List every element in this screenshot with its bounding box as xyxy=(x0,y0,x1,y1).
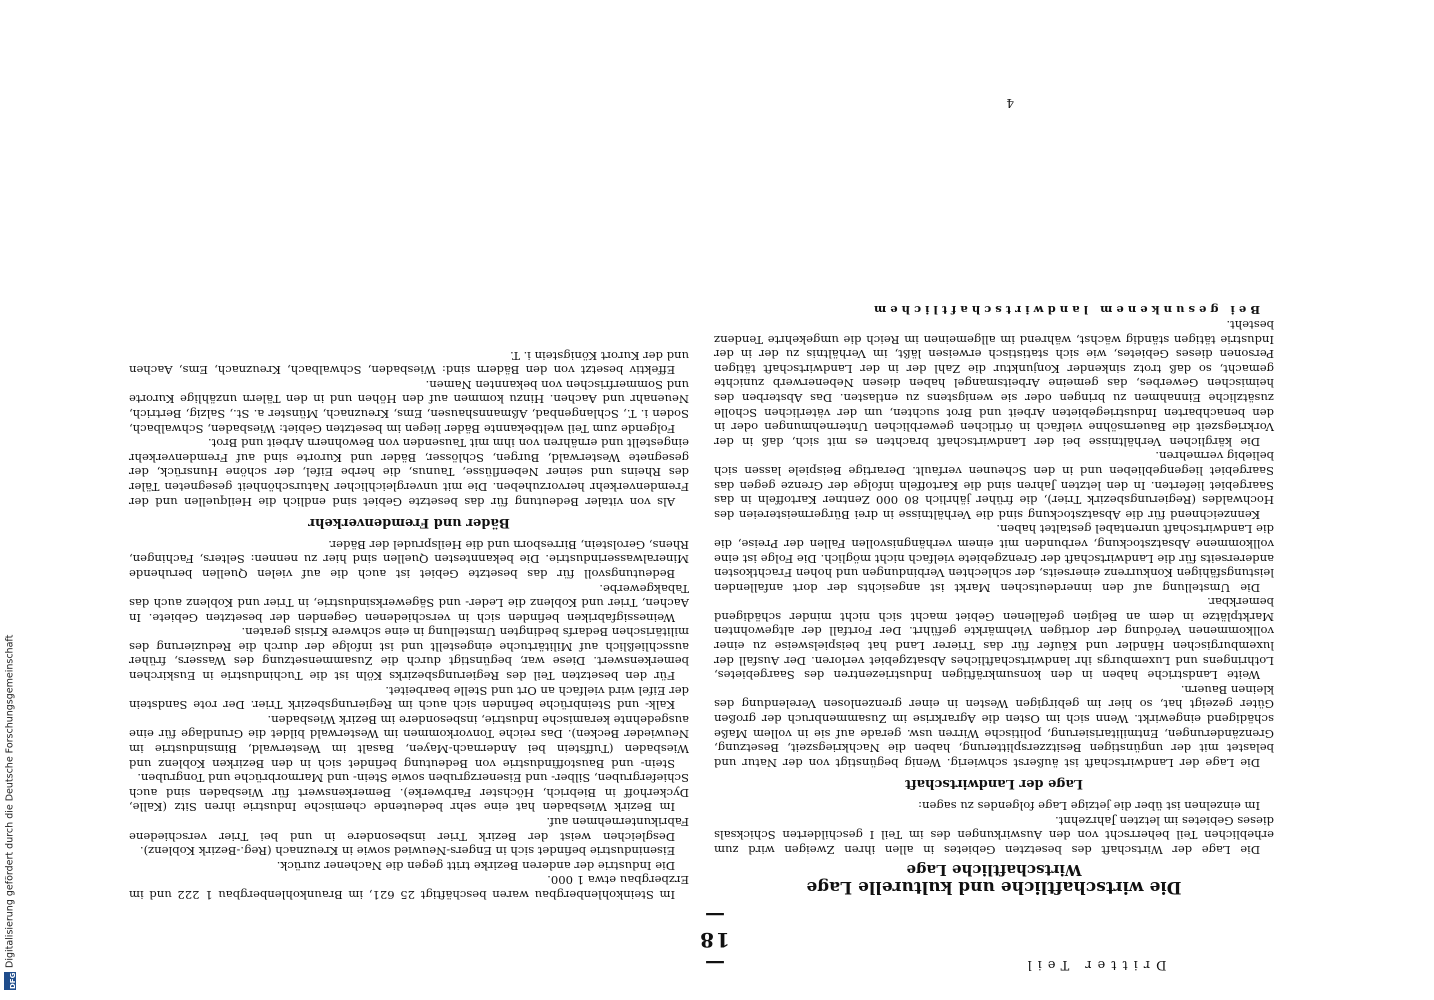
paragraph: Für den besetzten Teil des Regierungsbezirks Köln ist die Tuchindustrie in Euskirchen bemerkenswert. Diese war, begünstigt durch die Zusammensetzung des Wassers, früher ausschließlich auf Militärtuche eingestellt und ist infolge der durch die Reduzierung des militärischen Bedarfs bedingten Umstellung in eine schwere Krisis geraten. xyxy=(129,625,689,684)
column-right xyxy=(714,303,1274,902)
paragraph: Im einzelnen ist über die jetzige Lage folgendes zu sagen: xyxy=(918,799,1261,814)
page-number: — 18 — xyxy=(698,904,730,976)
dfg-logo-icon: DFG xyxy=(4,972,16,990)
paragraph: Folgende zum Teil weltbekannte Bäder liegen im besetzten Gebiet: Wiesbaden, Schwalbach, Soden i. T., Schlangenbad, Aßmannshausen, Ems, Kreuznach, Münster a. St., Salzig, Bertrich, Neuenahr und Aachen. Hinzu kommen auf den Höhen und in den Tälern unzählige Kurorte und Sommerfrischen von bekannten Namen. xyxy=(129,377,689,436)
paragraph: Die Industrie der anderen Bezirke tritt gegen die Nachener zurück. xyxy=(276,858,676,873)
paragraph-continued: Bei gesunkenem landwirtschaftlichem xyxy=(869,303,1261,318)
sheet-mark: 4 xyxy=(1006,96,1014,110)
paragraph: Eisenindustrie befindet sich in Engers-Neuwied sowie in Kreuznach (Reg.-Bezirk Koblenz). xyxy=(139,844,676,859)
paragraph: Desgleichen weist der Bezirk Trier insbesondere in und bei Trier verschiedene Fabrikunternehmen auf. xyxy=(129,815,689,844)
paragraph: Die kärglichen Verhältnisse bei der Landwirtschaft brachten es mit sich, daß in der Vorkriegszeit die Bauernsöhne vielfach in örtlichen gewerblichen Unternehmungen oder in den benachbarten Industriegebieten Arbeit und Brot suchten, um der väterlichen Scholle zusätzliche Einnahmen zu bringen oder sie wenigstens zu entlasten. Das Absterben des heimischen Gewerbes, das gemeine Arbeitsmangel haben diesen Nebenerwerb zunichte gemacht, so daß trotz sinkender Konjunktur die Zahl der in der Landwirtschaft tätigen Personen dieses Gebietes, wie sich statistisch erweisen läßt, im Verhältnis zu der in der Industrie tätigen ständig wächst, während im allgemeinen im Reich die umgekehrte Tendenz besteht. xyxy=(714,318,1274,449)
paragraph: Im Steinkohlenbergbau waren beschäftigt 25 621, im Braunkohlenbergbau 1 222 und im Erzbergbau etwa 1 000. xyxy=(129,873,689,902)
paragraph: Effektiv besetzt von den Bädern sind: Wiesbaden, Schwalbach, Kreuznach, Ems, Aachen und der Kurort Königstein i. T. xyxy=(129,348,689,378)
credit-text: Digitalisierung gefördert durch die Deutsche Forschungsgemeinschaft xyxy=(4,634,16,968)
subchapter-heading: Wirtschaftliche Lage xyxy=(906,861,1082,880)
paragraph: Kennzeichnend für die Absatzstockung sind die Verhältnisse in drei Bürgermeistereien des Hochwaldes (Regierungsbezirk Trier), die früher jährlich 80 000 Zentner Kartoffeln in das Saargebiet lieferten. In den letzten Jahren sind die Kartoffeln infolge der Grenze gegen das Saargebiet liegengeblieben und in den Scheunen verfault. Derartige Beispiele lassen sich beliebig vermehren. xyxy=(714,449,1274,522)
paragraph: Weite Landstriche haben in den konsumkräftigen Industriezentren des Saargebietes, Lothringens und Luxemburgs ihr landwirtschaftliches Absatzgebiet verloren. Der Ausfall der luxemburgischen Händler und Käufer für das Trierer Land hat beispielsweise zu einer vollkommenen Verödung der dortigen Viehmärkte geführt. Der Fortfall der altgewohnten Marktplätze in dem an Belgien gefallenen Gebiet macht sich nicht minder schädigend bemerkbar. xyxy=(714,595,1274,683)
paragraph: Bedeutungsvoll für das besetzte Gebiet ist auch die auf vielen Quellen beruhende Mineralwasserindustrie. Die bekanntesten Quellen sind hier zu nennen: Selters, Fachingen, Rhens, Gerolstein, Birresborn und die Heilsprudel der Bäder. xyxy=(129,537,689,581)
section-heading: Bäder und Fremdenverkehr xyxy=(308,515,510,531)
paragraph: Die Umstellung auf den innerdeutschen Markt ist angesichts der dort anfallenden leistungsfähigen Konkurrenz einerseits, der schlechten Verbindungen und hohen Frachtkosten andererseits für die Landwirtschaft der Grenzgebiete vielfach nicht möglich. Die Folge ist eine vollkommene Absatzstockung, verbunden mit einem verhängnisvollen Fallen der Preise, die die Landwirtschaft unrentabel gestaltet haben. xyxy=(714,522,1274,595)
paragraph: Im Bezirk Wiesbaden hat eine sehr bedeutende chemische Industrie ihren Sitz (Kalle, Dyckerhoff in Biebrich, Höchster Farbwerke). Bemerkenswert für Wiesbaden sind auch Schiefergruben, Silber- und Eisenerzgruben sowie Stein- und Marmorbrüche und Tongruben. xyxy=(129,771,689,815)
paragraph: Weinessigfabriken befinden sich in verschiedenen Gegenden der besetzten Gebiete. In Aachen, Trier und Koblenz die Leder- und Sägewerksindustrie, in Trier und Koblenz auch das Tabakgewerbe. xyxy=(129,581,689,625)
paragraph: Die Lage der Landwirtschaft ist äußerst schwierig. Wenig begünstigt von der Natur und belastet mit der ungünstigen Besitzzersplitterung, haben die Nachkriegszeit, Besetzung, Grenzänderungen, Entmilitarisierung, politische Wirren usw. gerade auf sie in vollem Maße schädigend eingewirkt. Wenn sich im Osten die Agrarkrise im Zusammenbruch der großen Güter gezeigt hat, so hier im gebirgigen Westen in einer grenzenlosen Verelendung des kleinen Bauern. xyxy=(714,682,1274,770)
section-heading: Lage der Landwirtschaft xyxy=(905,776,1083,792)
paragraph: Kalk- und Steinbrüche befinden sich auch im Regierungsbezirk Trier. Der rote Sandstein der Eifel wird vielfach an Ort und Stelle bearbeitet. xyxy=(129,683,689,713)
chapter-heading: Die wirtschaftliche und kulturelle Lage xyxy=(806,877,1182,897)
paragraph: Die Lage der Wirtschaft des besetzten Gebietes in allen ihren Zweigen wird zum erheblichen Teil beherrscht von den Auswirkungen des im Teil I geschilderten Schicksals dieses Gebietes im letzten Jahrzehnt. xyxy=(714,813,1274,857)
paragraph: Stein- und Baustoffindustrie von Bedeutung befindet sich in den Bezirken Koblenz und Wiesbaden (Tuffstein bei Andernach-Mayen, Basalt im Westerwald, Bimsindustrie im Neuwieder Becken). Das reiche Tonvorkommen im Westerwald bildet die Grundlage für eine ausgedehnte keramische Industrie, insbesondere im Bezirk Wiesbaden. xyxy=(129,712,689,771)
part-title: Dritter Teil xyxy=(1021,957,1167,972)
paragraph: Als von vitaler Bedeutung für das besetzte Gebiet sind endlich die Heilquellen und der Fremdenverkehr hervorzuheben. Die mit unvergleichlicher Naturschönheit gesegneten Täler des Rheins und seiner Nebenflüsse, Taunus, die herbe Eifel, der schöne Hunsrück, der gesegnete Westerwald, Burgen, Schlösser, Bäder und Kurorte sind auf Fremdenverkehr eingestellt und ernähren von ihm mit Tausenden von Bewohnern Arbeit und Brot. xyxy=(129,436,689,509)
column-left xyxy=(129,348,689,902)
